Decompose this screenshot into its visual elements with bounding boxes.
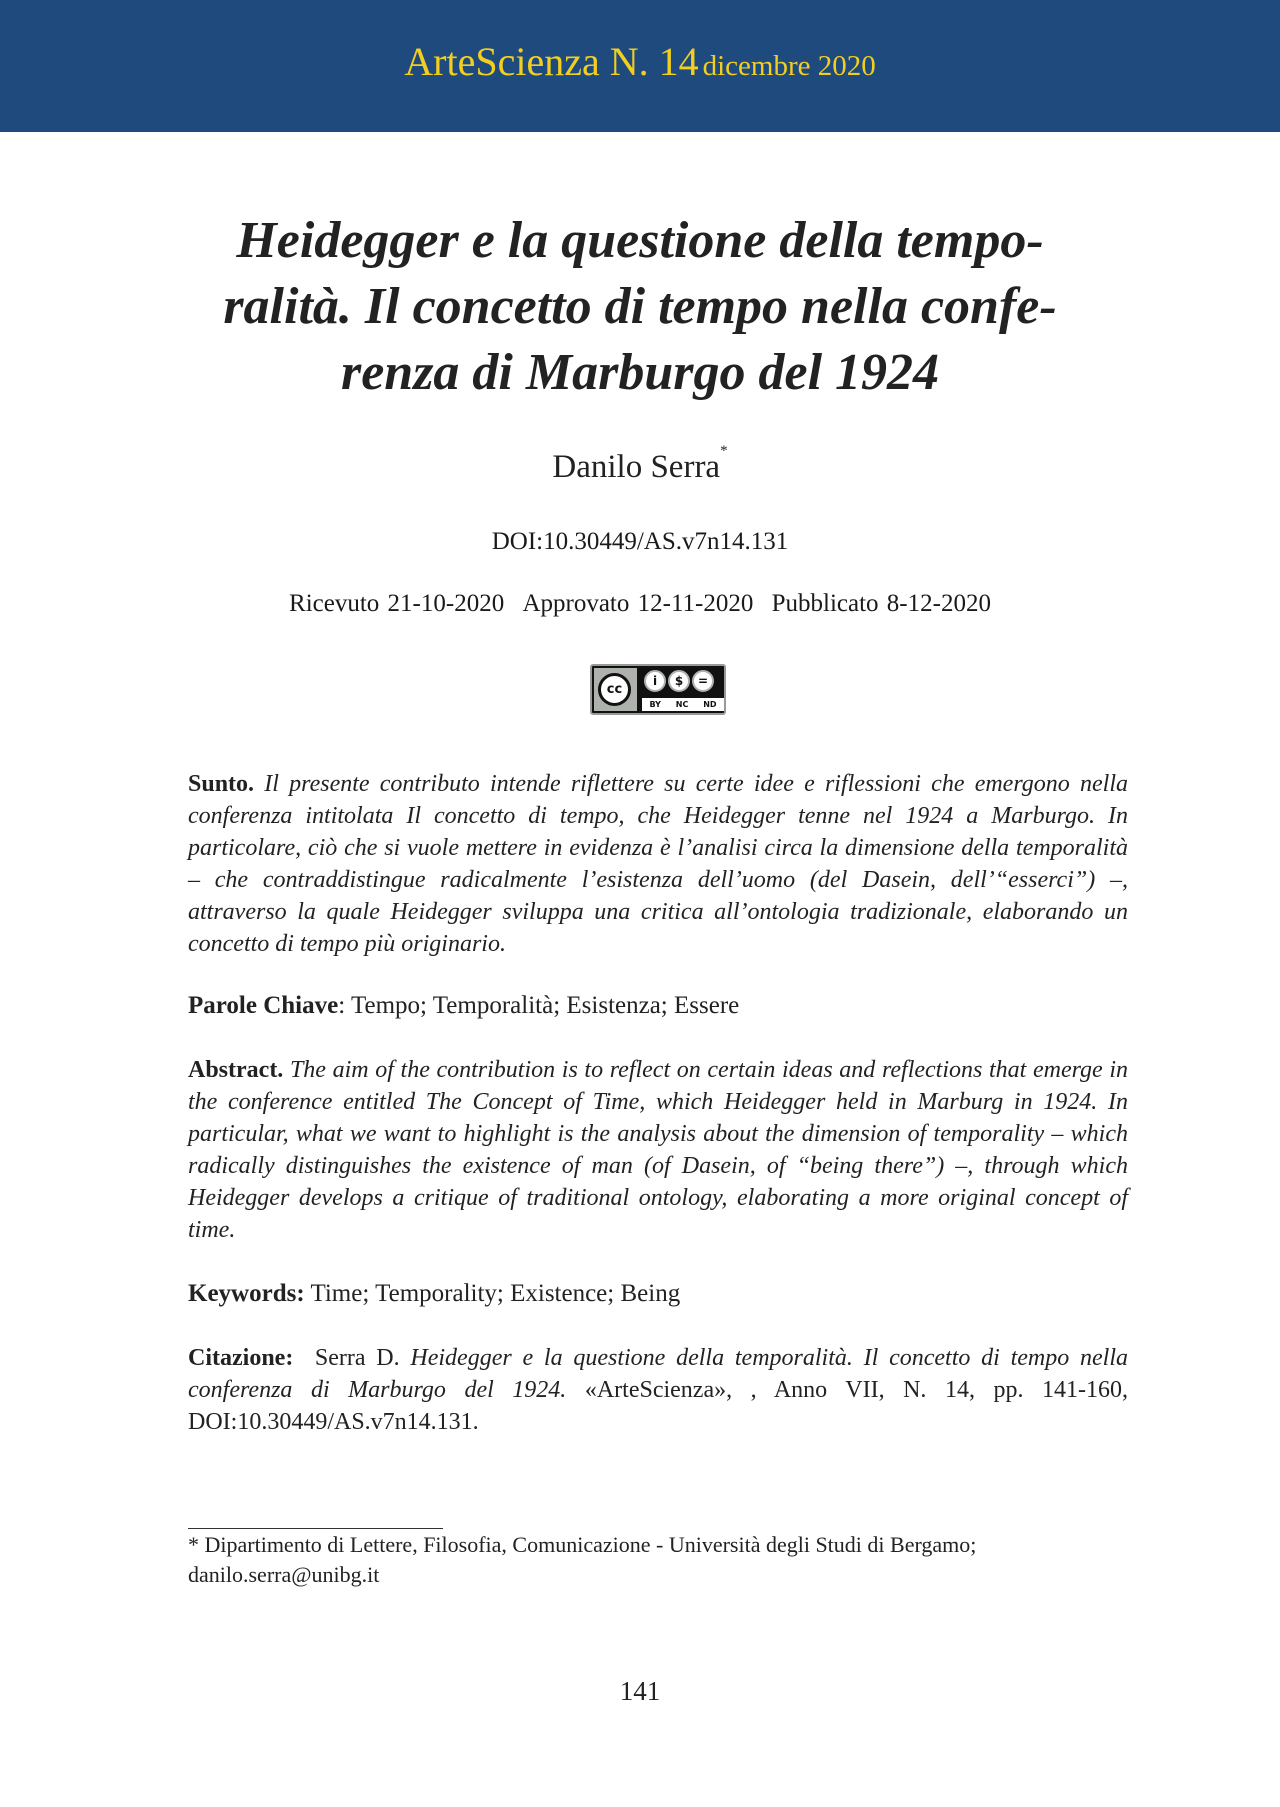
title-line: ralità. Il concetto di tempo nella confe- bbox=[223, 278, 1057, 335]
article-title bbox=[150, 208, 1130, 406]
cc-label-by: BY bbox=[649, 700, 661, 709]
cc-icon: cc bbox=[598, 673, 631, 706]
sunto-paragraph bbox=[188, 768, 1128, 960]
footnote-affiliation: * Dipartimento di Lettere, Filosofia, Comunicazione - Università degli Studi di Bergamo; bbox=[188, 1532, 977, 1557]
title-line: Heidegger e la questione della tempo- bbox=[236, 212, 1044, 269]
approved-date: Approvato 12-11-2020 bbox=[522, 590, 754, 617]
noderivatives-icon: = bbox=[692, 670, 714, 692]
parole-chiave bbox=[188, 990, 1128, 1022]
cc-label-nd: ND bbox=[703, 700, 717, 709]
parole-chiave-text: : Tempo; Temporalità; Esistenza; Essere bbox=[338, 992, 740, 1019]
issue-date: dicembre 2020 bbox=[702, 49, 876, 82]
citation bbox=[188, 1342, 1128, 1438]
abstract-paragraph bbox=[188, 1054, 1128, 1246]
keywords bbox=[188, 1278, 1128, 1310]
cc-label-nc: NC bbox=[675, 700, 689, 709]
cc-license-icons bbox=[644, 670, 724, 698]
page-number: 141 bbox=[619, 1676, 661, 1706]
footnote bbox=[188, 1530, 1128, 1590]
footnote-email: danilo.serra@unibg.it bbox=[188, 1562, 380, 1587]
keywords-label: Keywords: bbox=[188, 1280, 305, 1307]
author-name: Danilo Serra bbox=[552, 449, 721, 485]
sunto-label: Sunto. bbox=[188, 771, 255, 797]
author-footnote-mark: * bbox=[720, 443, 728, 459]
title-line: renza di Marburgo del 1924 bbox=[340, 344, 940, 401]
citation-details: «ArteScienza», , Anno VII, N. 14, pp. 141-160, DOI:10.30449/AS.v7n14.131. bbox=[188, 1377, 1129, 1435]
parole-chiave-label: Parole Chiave bbox=[188, 992, 339, 1019]
published-date: Pubblicato 8-12-2020 bbox=[771, 590, 991, 617]
noncommercial-icon: $ bbox=[668, 670, 690, 692]
keywords-text: Time; Temporality; Existence; Being bbox=[304, 1280, 681, 1307]
cc-logo-panel bbox=[594, 668, 637, 711]
sunto-text: Il presente contributo intende riflettere su certe idee e riflessioni che emergono nella conferenza intitolata Il concetto di tempo, che Heidegger tenne nel 1924 a Marburgo. In particolare, ciò che si vuole mettere in evidenza è l’analisi circa la dimensione della temporalità – che contraddistingue radicalmente l’esistenza dell’uomo (del Dasein, dell’“esserci”) –, attraverso la quale Heidegger sviluppa una critica all’ontologia tradizionale, elaborando un concetto di tempo più originario. bbox=[188, 771, 1128, 957]
journal-header-bar bbox=[0, 0, 1280, 132]
citation-label: Citazione: bbox=[188, 1345, 294, 1371]
doi: DOI:10.30449/AS.v7n14.131 bbox=[491, 528, 789, 555]
cc-license-labels bbox=[642, 698, 724, 711]
journal-name: ArteScienza N. 14 bbox=[404, 38, 699, 84]
attribution-icon: i bbox=[644, 670, 666, 692]
received-date: Ricevuto 21-10-2020 bbox=[289, 590, 505, 617]
citation-author: Serra D. bbox=[314, 1345, 400, 1371]
author bbox=[0, 443, 1280, 486]
journal-header bbox=[404, 38, 875, 95]
publication-dates bbox=[0, 590, 1280, 618]
footnote-divider bbox=[188, 1528, 443, 1529]
abstract-label: Abstract. bbox=[188, 1057, 284, 1083]
abstract-text: The aim of the contribution is to reflect on certain ideas and reflections that emerge in the conference entitled The Concept of Time, which Heidegger held in Marburg in 1924. In particular, what we want to highlight is the analysis about the dimension of temporality – which radically distinguishes the existence of man (of Dasein, of “being there”) –, through which Heidegger develops a critique of traditional ontology, elaborating a more original concept of time. bbox=[188, 1057, 1128, 1243]
citation-title: Heidegger e la questione della temporalità. Il concetto di tempo nella conferenza di Marburgo del 1924. bbox=[188, 1345, 1129, 1403]
cc-license-badge bbox=[590, 664, 726, 715]
